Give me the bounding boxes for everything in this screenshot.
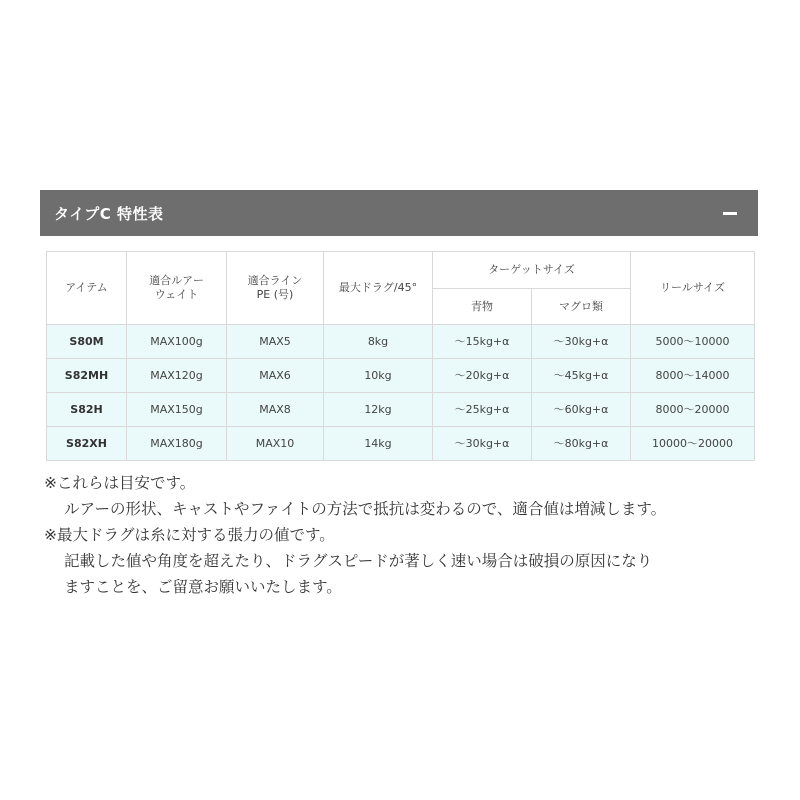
note-line: 記載した値や角度を超えたり、ドラグスピードが著しく速い場合は破損の原因になり — [64, 552, 653, 570]
cell-drag: 10kg — [324, 359, 433, 393]
minus-icon — [723, 212, 737, 215]
header-line — [227, 252, 324, 325]
cell-reel: 8000～14000 — [631, 359, 755, 393]
header-maguro: マグロ類 — [532, 289, 631, 325]
table-row — [47, 427, 755, 461]
cell-aomono: ～15kg+α — [433, 325, 532, 359]
notes — [44, 470, 764, 600]
spec-table — [46, 251, 755, 461]
cell-item: S82MH — [47, 359, 127, 393]
cell-line: MAX8 — [227, 393, 324, 427]
cell-aomono: ～30kg+α — [433, 427, 532, 461]
cell-aomono: ～20kg+α — [433, 359, 532, 393]
header-target-size: ターゲットサイズ — [433, 252, 631, 289]
cell-drag: 14kg — [324, 427, 433, 461]
note-line: ますことを、ご留意お願いいたします。 — [64, 578, 342, 596]
spec-panel-header[interactable] — [40, 190, 758, 236]
table-row — [47, 325, 755, 359]
header-lure-weight-line1: 適合ルアー — [149, 274, 204, 287]
cell-reel: 10000～20000 — [631, 427, 755, 461]
collapse-button[interactable] — [720, 203, 740, 223]
header-lure-weight-line2: ウェイト — [154, 288, 199, 301]
cell-maguro: ～80kg+α — [532, 427, 631, 461]
cell-item: S82H — [47, 393, 127, 427]
cell-reel: 8000～20000 — [631, 393, 755, 427]
cell-lure: MAX180g — [127, 427, 227, 461]
cell-line: MAX5 — [227, 325, 324, 359]
note-line: ルアーの形状、キャストやファイトの方法で抵抗は変わるので、適合値は増減します。 — [64, 500, 667, 518]
header-aomono: 青物 — [433, 289, 532, 325]
cell-item: S80M — [47, 325, 127, 359]
panel-title: タイプC 特性表 — [54, 204, 164, 223]
note-line: ※最大ドラグは糸に対する張力の値です。 — [44, 526, 335, 544]
table-row — [47, 359, 755, 393]
cell-maguro: ～60kg+α — [532, 393, 631, 427]
header-item: アイテム — [47, 252, 127, 325]
header-reel-size: リールサイズ — [631, 252, 755, 325]
cell-drag: 12kg — [324, 393, 433, 427]
cell-lure: MAX100g — [127, 325, 227, 359]
cell-item: S82XH — [47, 427, 127, 461]
cell-lure: MAX120g — [127, 359, 227, 393]
header-max-drag: 最大ドラグ/45° — [324, 252, 433, 325]
header-line-line1: 適合ライン — [247, 274, 303, 287]
header-line-line2: PE (号) — [256, 288, 294, 301]
note-line: ※これらは目安です。 — [44, 474, 196, 492]
cell-maguro: ～30kg+α — [532, 325, 631, 359]
cell-drag: 8kg — [324, 325, 433, 359]
cell-maguro: ～45kg+α — [532, 359, 631, 393]
cell-aomono: ～25kg+α — [433, 393, 532, 427]
cell-line: MAX10 — [227, 427, 324, 461]
cell-reel: 5000～10000 — [631, 325, 755, 359]
cell-lure: MAX150g — [127, 393, 227, 427]
header-lure-weight — [127, 252, 227, 325]
table-row — [47, 393, 755, 427]
cell-line: MAX6 — [227, 359, 324, 393]
